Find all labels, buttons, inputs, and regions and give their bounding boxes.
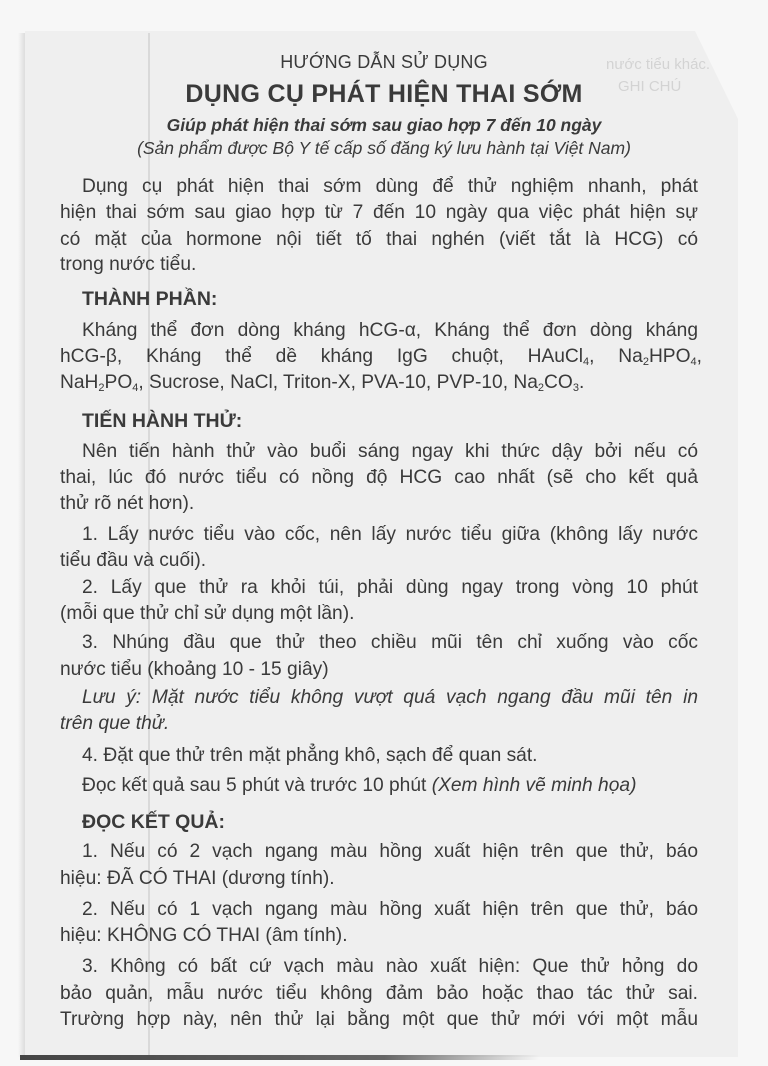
procedure-intro-line: thử rõ nét hơn). — [60, 493, 195, 514]
read-time-instruction: Đọc kết quả sau 5 phút và trước 10 phút (Xem hình vẽ minh họa) — [82, 775, 637, 796]
intro-line: hiện thai sớm sau giao hợp từ 7 đến 10 ngày qua việc phát hiện sự — [60, 202, 698, 223]
section-heading-composition: THÀNH PHẦN: — [82, 288, 218, 310]
procedure-note-cont: trên que thử. — [60, 713, 170, 734]
intro-line: có mặt của hormone nội tiết tố thai nghén (viết tắt là HCG) có — [60, 229, 698, 250]
result-item-3-cont: bảo quản, mẫu nước tiểu không đảm bảo hoặc thao tác thử sai. — [60, 983, 698, 1004]
approval-note: (Sản phẩm được Bộ Y tế cấp số đăng ký lưu hành tại Việt Nam) — [137, 138, 631, 158]
intro-line: Dụng cụ phát hiện thai sớm dùng để thử nghiệm nhanh, phát — [82, 176, 698, 197]
result-item-2-cont: hiệu: KHÔNG CÓ THAI (âm tính). — [60, 925, 348, 946]
section-heading-results: ĐỌC KẾT QUẢ: — [82, 811, 225, 833]
result-item-3-cont: Trường hợp này, nên thử lại bằng một que thử mới với một mẫu — [60, 1009, 698, 1030]
procedure-note: Lưu ý: Mặt nước tiểu không vượt quá vạch ngang đầu mũi tên in — [82, 687, 698, 708]
procedure-step-4: 4. Đặt que thử trên mặt phẳng khô, sạch để quan sát. — [82, 745, 538, 766]
section-heading-procedure: TIẾN HÀNH THỬ: — [82, 410, 243, 432]
intro-line: trong nước tiểu. — [60, 254, 197, 275]
paper-shadow — [18, 33, 26, 1057]
document-title: DỤNG CỤ PHÁT HIỆN THAI SỚM — [185, 80, 583, 108]
composition-line: $NaH_2PO_4$, Sucrose, NaCl, Triton-X, PVA-10, PVP-10, $Na_2CO_3$. — [60, 372, 585, 394]
procedure-step-2: 2. Lấy que thử ra khỏi túi, phải dùng ngay trong vòng 10 phút — [82, 577, 698, 598]
paper-bottom-edge — [20, 1055, 540, 1060]
procedure-intro-line: thai, lúc đó nước tiểu có nồng độ HCG cao nhất (sẽ cho kết quả — [60, 467, 698, 488]
result-item-2: 2. Nếu có 1 vạch ngang màu hồng xuất hiện trên que thử, báo — [82, 899, 698, 920]
procedure-step-2-cont: (mỗi que thử chỉ sử dụng một lần). — [60, 603, 355, 624]
procedure-intro-line: Nên tiến hành thử vào buổi sáng ngay khi thức dậy bởi nếu có — [82, 441, 698, 462]
composition-line: Kháng thể đơn dòng kháng hCG-α, Kháng thể đơn dòng kháng — [82, 320, 698, 341]
figure-reference: (Xem hình vẽ minh họa) — [431, 775, 637, 796]
result-item-1: 1. Nếu có 2 vạch ngang màu hồng xuất hiện trên que thử, báo — [82, 841, 698, 862]
show-through-text: GHI CHÚ — [618, 78, 682, 95]
document-subtitle: Giúp phát hiện thai sớm sau giao hợp 7 đến 10 ngày — [166, 115, 602, 135]
procedure-step-3-cont: nước tiểu (khoảng 10 - 15 giây) — [60, 659, 329, 680]
procedure-step-1: 1. Lấy nước tiểu vào cốc, nên lấy nước tiểu giữa (không lấy nước — [82, 524, 698, 545]
show-through-text: nước tiểu khác. — [606, 56, 711, 73]
composition-line: hCG-β, Kháng thể dề kháng IgG chuột, HAuCl$_4$, $Na_2HPO_4$, — [60, 346, 702, 368]
result-item-3: 3. Không có bất cứ vạch màu nào xuất hiện: Que thử hỏng do — [82, 956, 698, 977]
procedure-step-1-cont: tiểu đầu và cuối). — [60, 550, 207, 571]
document-kicker: HƯỚNG DẪN SỬ DỤNG — [280, 52, 488, 72]
result-item-1-cont: hiệu: ĐÃ CÓ THAI (dương tính). — [60, 868, 335, 889]
procedure-step-3: 3. Nhúng đầu que thử theo chiều mũi tên chỉ xuống vào cốc — [82, 632, 698, 653]
